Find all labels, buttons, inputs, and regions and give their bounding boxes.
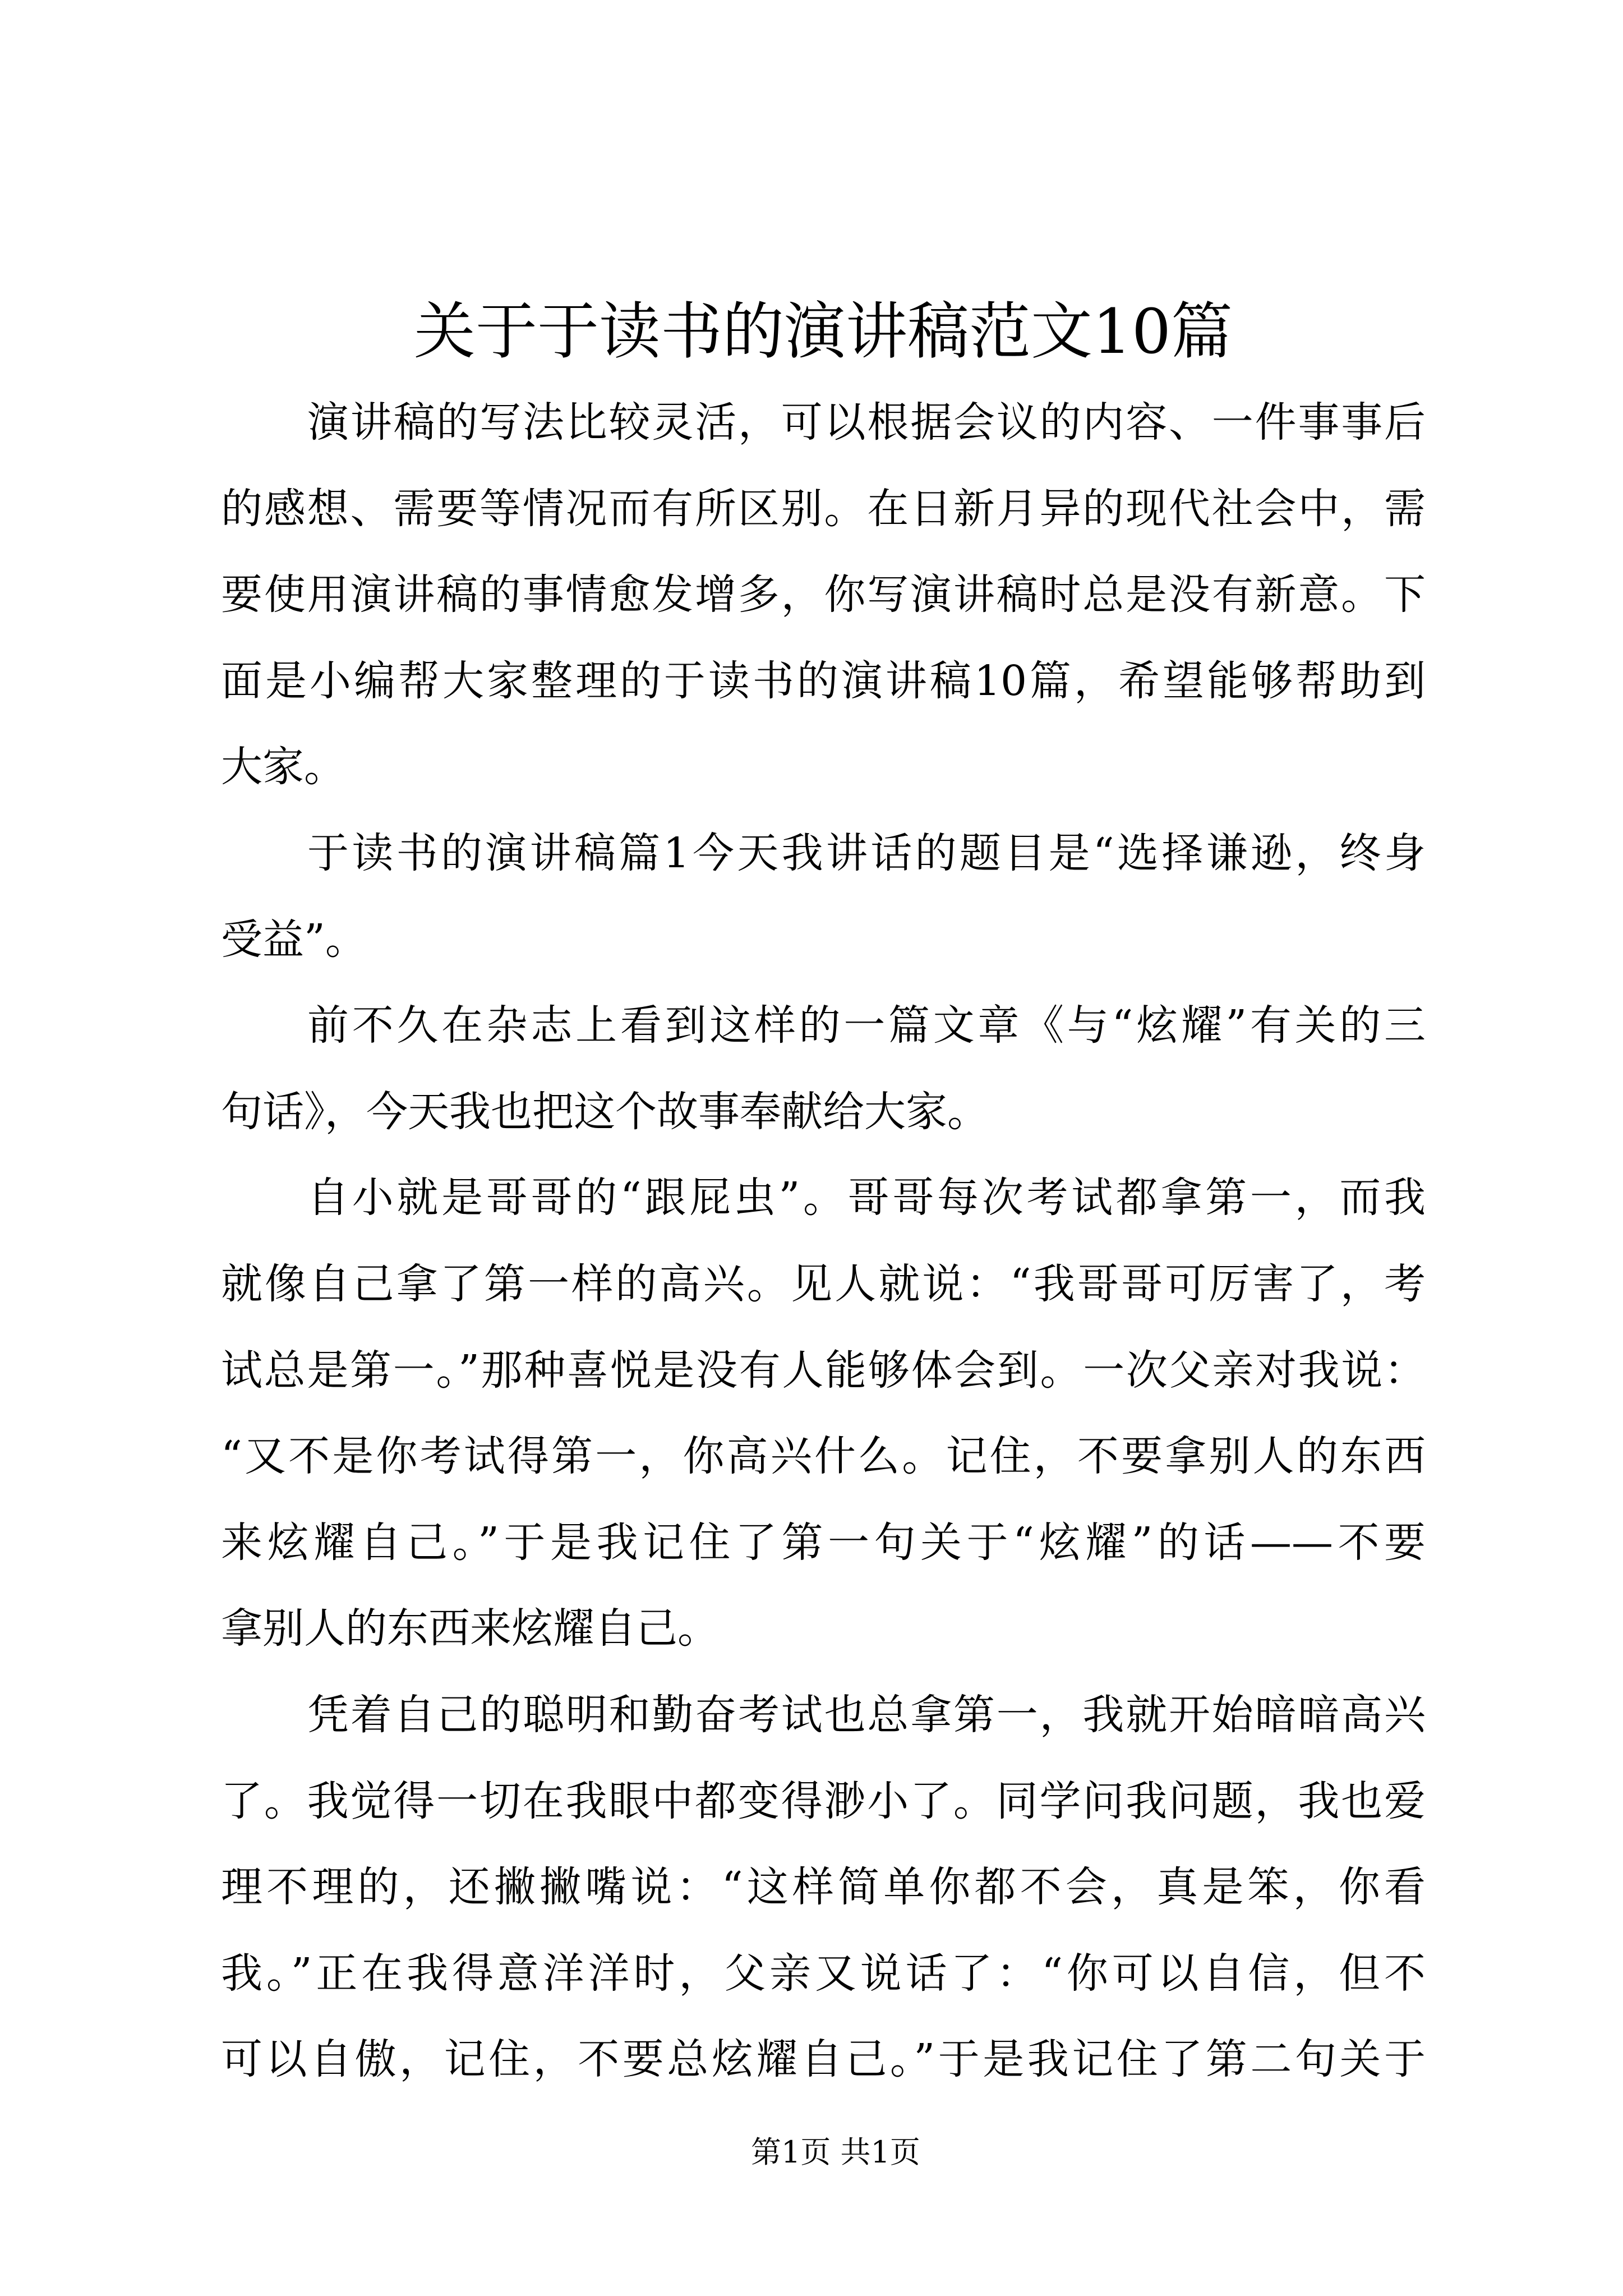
page-number: 第1页 共1页 [751,2134,920,2170]
body-line: 就像自己拿了第一样的高兴。见人就说：“我哥哥可厉害了，考 [221,1259,1426,1308]
body-line: 自小就是哥哥的“跟屁虫”。哥哥每次考试都拿第一，而我 [307,1174,1426,1222]
paragraph-second-saying [221,1672,1426,2103]
body-line: “又不是你考试得第一，你高兴什么。记住，不要拿别人的东西 [221,1432,1426,1481]
body-line: 我。”正在我得意洋洋时，父亲又说话了：“你可以自信，但不 [221,1949,1426,1998]
paragraph-intro [221,380,1426,811]
body-line: 理不理的，还撇撇嘴说：“这样简单你都不会，真是笨，你看 [221,1863,1426,1912]
document-title: 关于于读书的演讲稿范文10篇 [414,296,1233,367]
body-line: 试总是第一。”那种喜悦是没有人能够体会到。一次父亲对我说： [221,1346,1426,1395]
body-line: 大家。 [221,743,345,792]
body-line: 句话》，今天我也把这个故事奉献给大家。 [221,1087,989,1136]
body-line: 了。我觉得一切在我眼中都变得渺小了。同学问我问题，我也爱 [221,1777,1426,1825]
body-line: 来炫耀自己。”于是我记住了第一句关于“炫耀”的话——不要 [221,1518,1426,1567]
paragraph-article-reference [221,983,1426,1155]
body-line: 要使用演讲稿的事情愈发增多，你写演讲稿时总是没有新意。下 [221,570,1426,619]
paragraph-first-saying [221,1155,1426,1672]
body-line: 拿别人的东西来炫耀自己。 [221,1604,719,1653]
body-line: 于读书的演讲稿篇1今天我讲话的题目是“选择谦逊，终身 [307,829,1426,877]
body-line: 演讲稿的写法比较灵活，可以根据会议的内容、一件事事后 [307,398,1426,447]
paragraph-speech-1-opening [221,811,1426,983]
body-line: 的感想、需要等情况而有所区别。在日新月异的现代社会中，需 [221,484,1426,533]
document-body [221,380,1426,2103]
body-line: 可以自傲，记住，不要总炫耀自己。”于是我记住了第二句关于 [221,2035,1426,2084]
body-line: 面是小编帮大家整理的于读书的演讲稿10篇，希望能够帮助到 [221,656,1426,705]
body-line: 受益”。 [221,915,367,964]
body-line: 凭着自己的聪明和勤奋考试也总拿第一，我就开始暗暗高兴 [307,1690,1426,1739]
body-line: 前不久在杂志上看到这样的一篇文章《与“炫耀”有关的三 [307,1001,1426,1050]
